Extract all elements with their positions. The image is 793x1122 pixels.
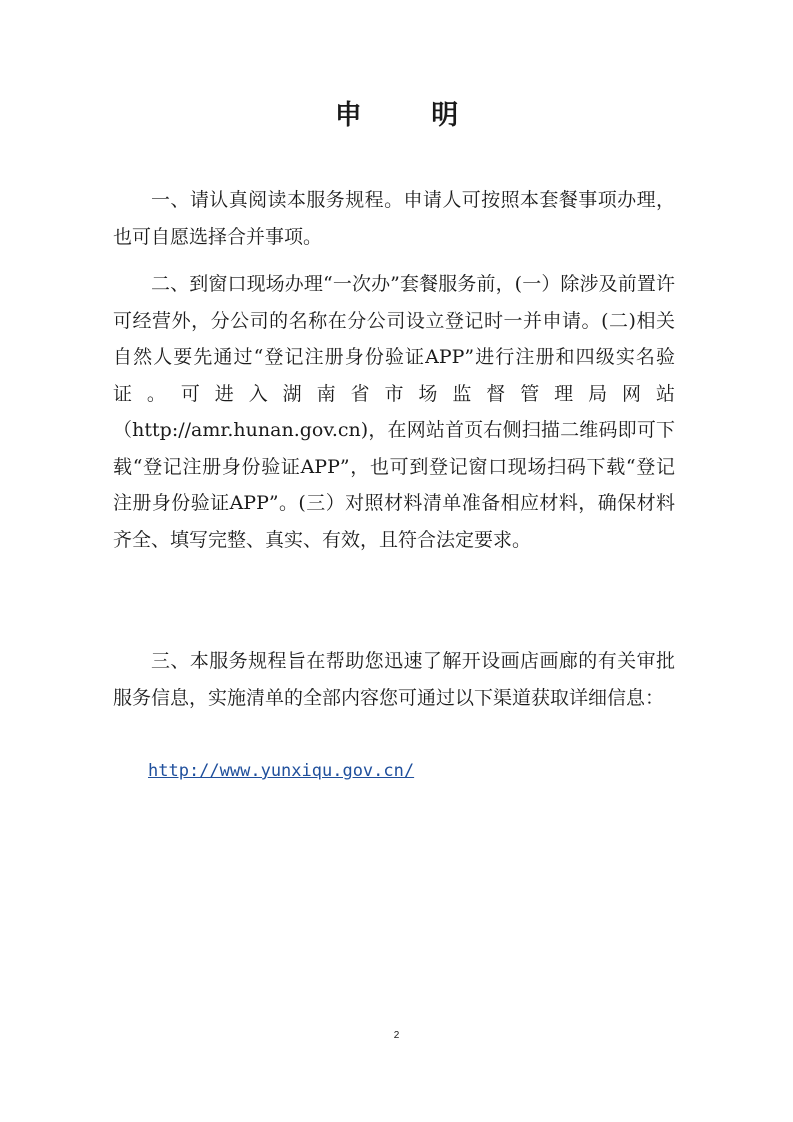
paragraph-3 [113,643,675,716]
page-number: 2 [393,1030,400,1041]
paragraph-text: 三、本服务规程旨在帮助您迅速了解开设画店画廊的有关审批服务信息，实施清单的全部内容您可通过以下渠道获取详细信息： [113,650,675,709]
website-link[interactable]: http://www.yunxiqu.gov.cn/ [148,761,415,781]
paragraph-text: 二、到窗口现场办理“一次办”套餐服务前，(一）除涉及前置许可经营外，分公司的名称在分公司设立登记时一并申请。(二)相关自然人要先通过“登记注册身份验证APP”进行注册和四级实名验证。可进入湖南省市场监督管理局网站（http://amr.hunan.gov.cn)，在网站首页右侧扫描二维码即可下载“登记注册身份验证APP”，也可到登记窗口现场扫码下载“登记注册身份验证APP”。(三）对照材料清单准备相应材料，确保材料齐全、填写完整、真实、有效，且符合法定要求。 [113,273,675,551]
paragraph-2 [113,266,675,558]
page-title: 申 明 [334,100,489,131]
paragraph-text: 一、请认真阅读本服务规程。申请人可按照本套餐事项办理，也可自愿选择合并事项。 [113,189,675,248]
paragraph-1 [113,182,675,255]
